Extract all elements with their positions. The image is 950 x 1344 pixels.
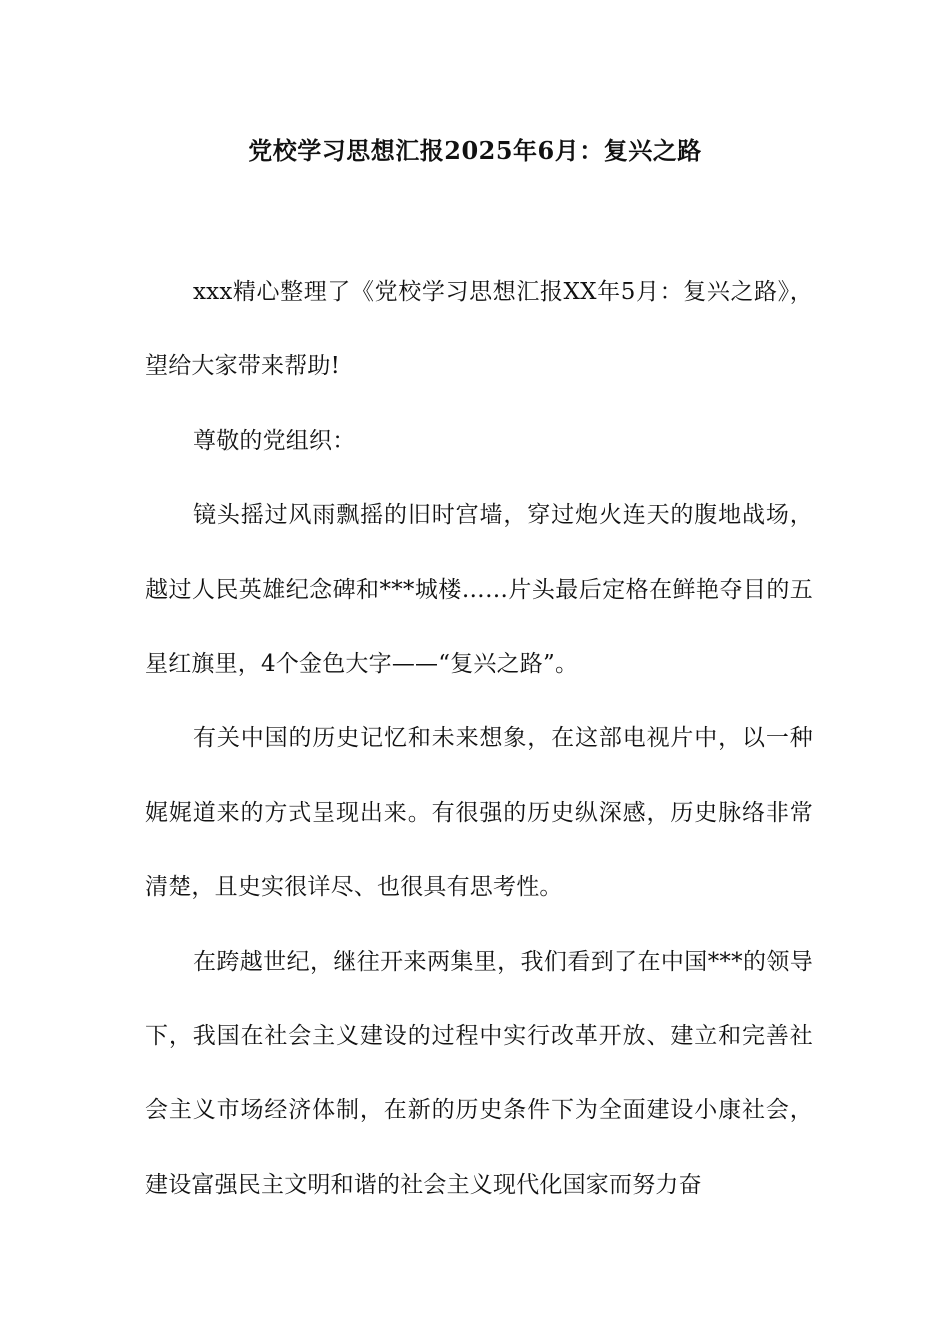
paragraph-history-memory: 有关中国的历史记忆和未来想象，在这部电视片中，以一种娓娓道来的方式呈现出来。有很强的历史纵深感，历史脉络非常清楚，且史实很详尽、也很具有思考性。 [145,725,813,901]
document-body [145,255,813,1222]
paragraph-salutation: 尊敬的党组织： [193,427,356,454]
paragraph-reform: 在跨越世纪，继往开来两集里，我们看到了在中国***的领导下，我国在社会主义建设的过程中实行改革开放、建立和完善社会主义市场经济体制，在新的历史条件下为全面建设小康社会，建设富强民主文明和谐的社会主义现代化国家而努力奋 [145,948,813,1198]
document-title: 党校学习思想汇报2025年6月：复兴之路 [248,136,702,165]
paragraph-opening-scene: 镜头摇过风雨飘摇的旧时宫墙，穿过炮火连天的腹地战场，越过人民英雄纪念碑和***城楼……片头最后定格在鲜艳夺目的五星红旗里，4个金色大字——“复兴之路”。 [145,502,813,678]
paragraph-intro: xxx精心整理了《党校学习思想汇报XX年5月：复兴之路》，望给大家带来帮助! [145,279,813,380]
